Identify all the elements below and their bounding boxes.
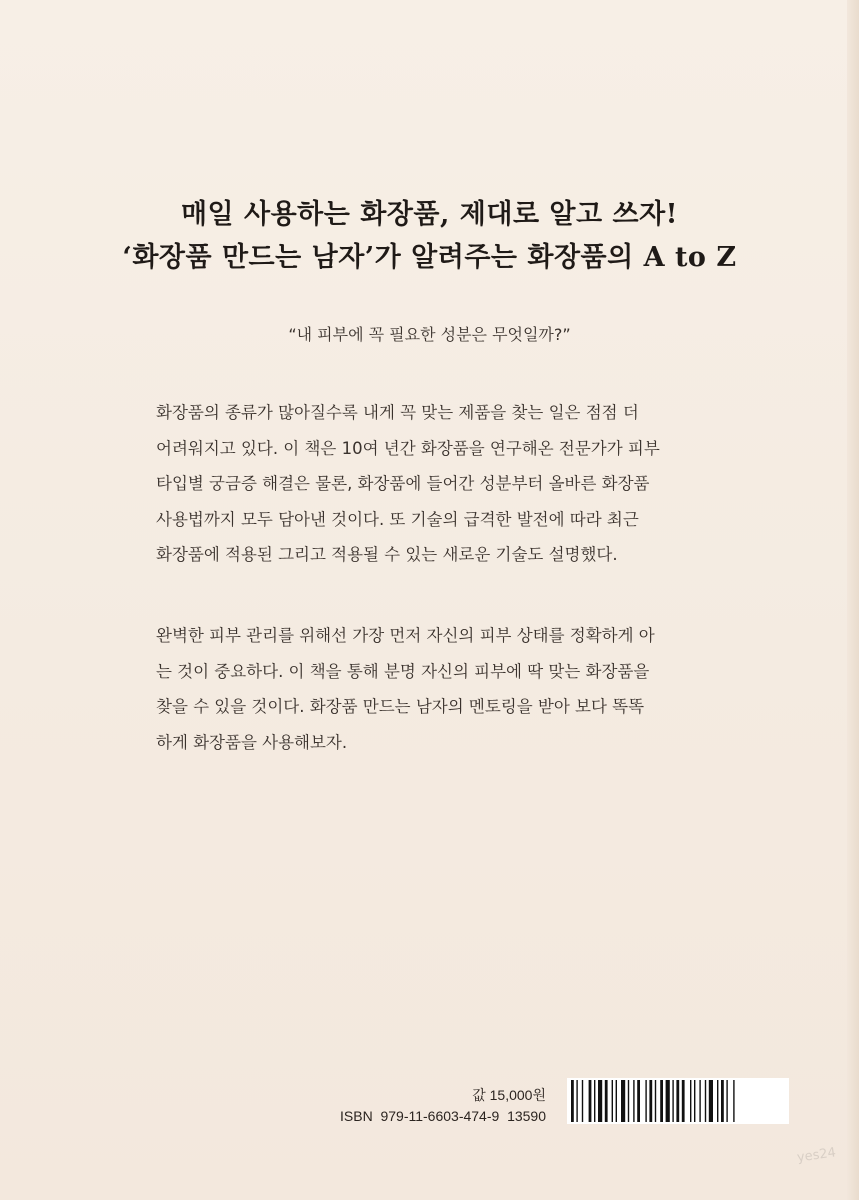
cover-edge [847,0,859,1200]
paragraph-line: 찾을 수 있을 것이다. 화장품 만드는 남자의 멘토링을 받아 보다 똑똑 [156,697,645,716]
paragraph-line: 는 것이 중요하다. 이 책을 통해 분명 자신의 피부에 딱 맞는 화장품을 [156,661,650,681]
paragraph-2 [156,618,704,760]
headline-line-1: 매일 사용하는 화장품, 제대로 알고 쓰자! [180,199,679,230]
paragraph-line: 타입별 궁금증 해결은 물론, 화장품에 들어간 성분부터 올바른 화장품 [156,474,650,493]
paragraph-line: 사용법까지 모두 담아낸 것이다. 또 기술의 급격한 발전에 따라 최근 [156,509,639,529]
paragraph-line: 화장품에 적용된 그리고 적용될 수 있는 새로운 기술도 설명했다. [156,545,618,564]
subheading-quote: “내 피부에 꼭 필요한 성분은 무엇일까?” [288,325,571,344]
barcode-icon [567,1078,789,1124]
paragraph-line: 완벽한 피부 관리를 위해선 가장 먼저 자신의 피부 상태를 정확하게 아 [156,626,655,645]
paragraph-line: 어려워지고 있다. 이 책은 10여 년간 화장품을 연구해온 전문가가 피부 [156,438,660,458]
price-isbn-block [340,1085,546,1127]
paragraph-1 [156,395,704,573]
headline-line-2: ‘화장품 만드는 남자’가 알려주는 화장품의 A to Z [122,242,737,273]
price-label: 값 15,000원 [472,1087,546,1103]
paragraph-line: 화장품의 종류가 많아질수록 내게 꼭 맞는 제품을 찾는 일은 점점 더 [156,403,639,422]
isbn-label: ISBN 979-11-6603-474-9 13590 [340,1108,546,1124]
watermark-logo: yes24 [796,1145,837,1166]
paragraph-line: 하게 화장품을 사용해보자. [156,732,348,752]
